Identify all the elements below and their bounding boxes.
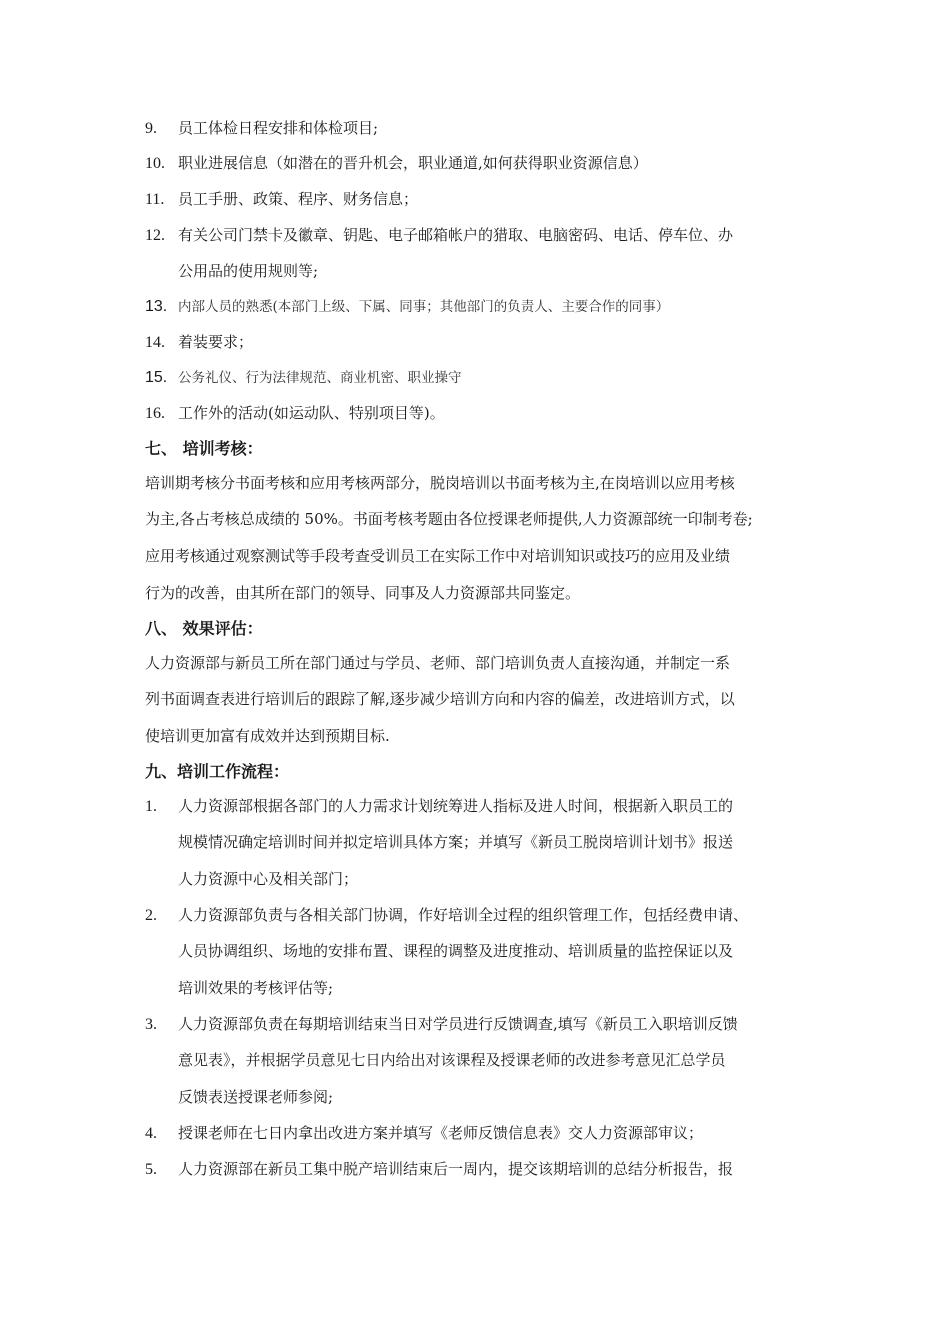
process-item-3 [145, 1014, 738, 1035]
section-9-heading: 九、培训工作流程： [145, 762, 290, 781]
process-item-2 [145, 905, 748, 926]
list-number: 4. [145, 1125, 157, 1142]
process-item-1 [145, 796, 733, 817]
section-7-line: 应用考核通过观察测试等手段考查受训员工在实际工作中对培训知识或技巧的应用及业绩 [145, 547, 731, 565]
section-8-line: 人力资源部与新员工所在部门通过与学员、老师、部门培训负责人直接沟通，并制定一系 [145, 654, 731, 672]
list-number: 16. [145, 405, 165, 422]
process-item-1-continuation: 人力资源中心及相关部门； [178, 870, 359, 888]
list-text: 内部人员的熟悉(本部门上级、下属、同事；其他部门的负责人、主要合作的同事） [178, 299, 670, 315]
list-text: 授课老师在七日内拿出改进方案并填写《老师反馈信息表》交人力资源部审议； [178, 1124, 704, 1142]
list-item-13 [145, 296, 669, 317]
list-item-15 [145, 367, 462, 388]
process-item-1-continuation: 规模情况确定培训时间并拟定培训具体方案；并填写《新员工脱岗培训计划书》报送 [178, 833, 734, 851]
list-text: 职业进展信息（如潜在的晋升机会，职业通道,如何获得职业资源信息） [178, 154, 648, 172]
list-number: 13. [145, 298, 168, 315]
list-number: 10. [145, 155, 165, 172]
list-text: 着装要求； [178, 333, 254, 351]
section-7-line: 培训期考核分书面考核和应用考核两部分，脱岗培训以书面考核为主,在岗培训以应用考核 [145, 474, 735, 492]
process-item-4 [145, 1123, 703, 1144]
list-item-14 [145, 332, 253, 353]
list-number: 11. [145, 191, 165, 208]
list-text: 人力资源部根据各部门的人力需求计划统筹进人指标及进人时间，根据新入职员工的 [178, 797, 734, 815]
process-item-5 [145, 1159, 733, 1180]
process-item-2-continuation: 培训效果的考核评估等; [178, 979, 334, 997]
list-number: 3. [145, 1016, 157, 1033]
list-item-16 [145, 403, 445, 424]
section-8-line: 列书面调查表进行培训后的跟踪了解,逐步减少培训方向和内容的偏差，改进培训方式，以 [145, 690, 735, 708]
process-item-2-continuation: 人员协调组织、场地的安排布置、课程的调整及进度推动、培训质量的监控保证以及 [178, 942, 734, 960]
section-7-line: 行为的改善，由其所在部门的领导、同事及人力资源部共同鉴定。 [145, 584, 581, 602]
list-text: 有关公司门禁卡及徽章、钥匙、电子邮箱帐户的猎取、电脑密码、电话、停车位、办 [178, 226, 734, 244]
list-item-11 [145, 189, 418, 210]
list-text: 人力资源部负责与各相关部门协调，作好培训全过程的组织管理工作，包括经费申请、 [178, 906, 749, 924]
list-text: 人力资源部负责在每期培训结束当日对学员进行反馈调查,填写《新员工入职培训反馈 [178, 1015, 738, 1033]
process-item-3-continuation: 反馈表送授课老师参阅; [178, 1088, 334, 1106]
list-number: 5. [145, 1161, 157, 1178]
section-8-heading: 八、 效果评估： [145, 619, 263, 638]
section-8-line: 使培训更加富有成效并达到预期目标. [145, 727, 390, 745]
list-text: 员工手册、政策、程序、财务信息； [178, 190, 419, 208]
list-number: 9. [145, 120, 157, 137]
list-item-10 [145, 153, 648, 174]
list-item-9 [145, 118, 378, 139]
section-7-line: 为主,各占考核总成绩的 50%。书面考核考题由各位授课老师提供,人力资源部统一印制考卷; [145, 510, 753, 528]
list-number: 1. [145, 798, 157, 815]
list-number: 12. [145, 227, 165, 244]
list-item-12 [145, 225, 733, 246]
list-item-12-continuation: 公用品的使用规则等; [178, 262, 319, 280]
list-number: 2. [145, 907, 157, 924]
list-number: 14. [145, 334, 165, 351]
list-text: 公务礼仪、行为法律规范、商业机密、职业操守 [178, 370, 462, 386]
list-text: 工作外的活动(如运动队、特别项目等)。 [178, 404, 445, 422]
section-7-heading: 七、 培训考核： [145, 439, 263, 458]
process-item-3-continuation: 意见表》，并根据学员意见七日内给出对该课程及授课老师的改进参考意见汇总学员 [178, 1051, 726, 1069]
list-text: 员工体检日程安排和体检项目; [178, 119, 379, 137]
list-text: 人力资源部在新员工集中脱产培训结束后一周内，提交该期培训的总结分析报告，报 [178, 1160, 734, 1178]
list-number: 15. [145, 369, 168, 386]
